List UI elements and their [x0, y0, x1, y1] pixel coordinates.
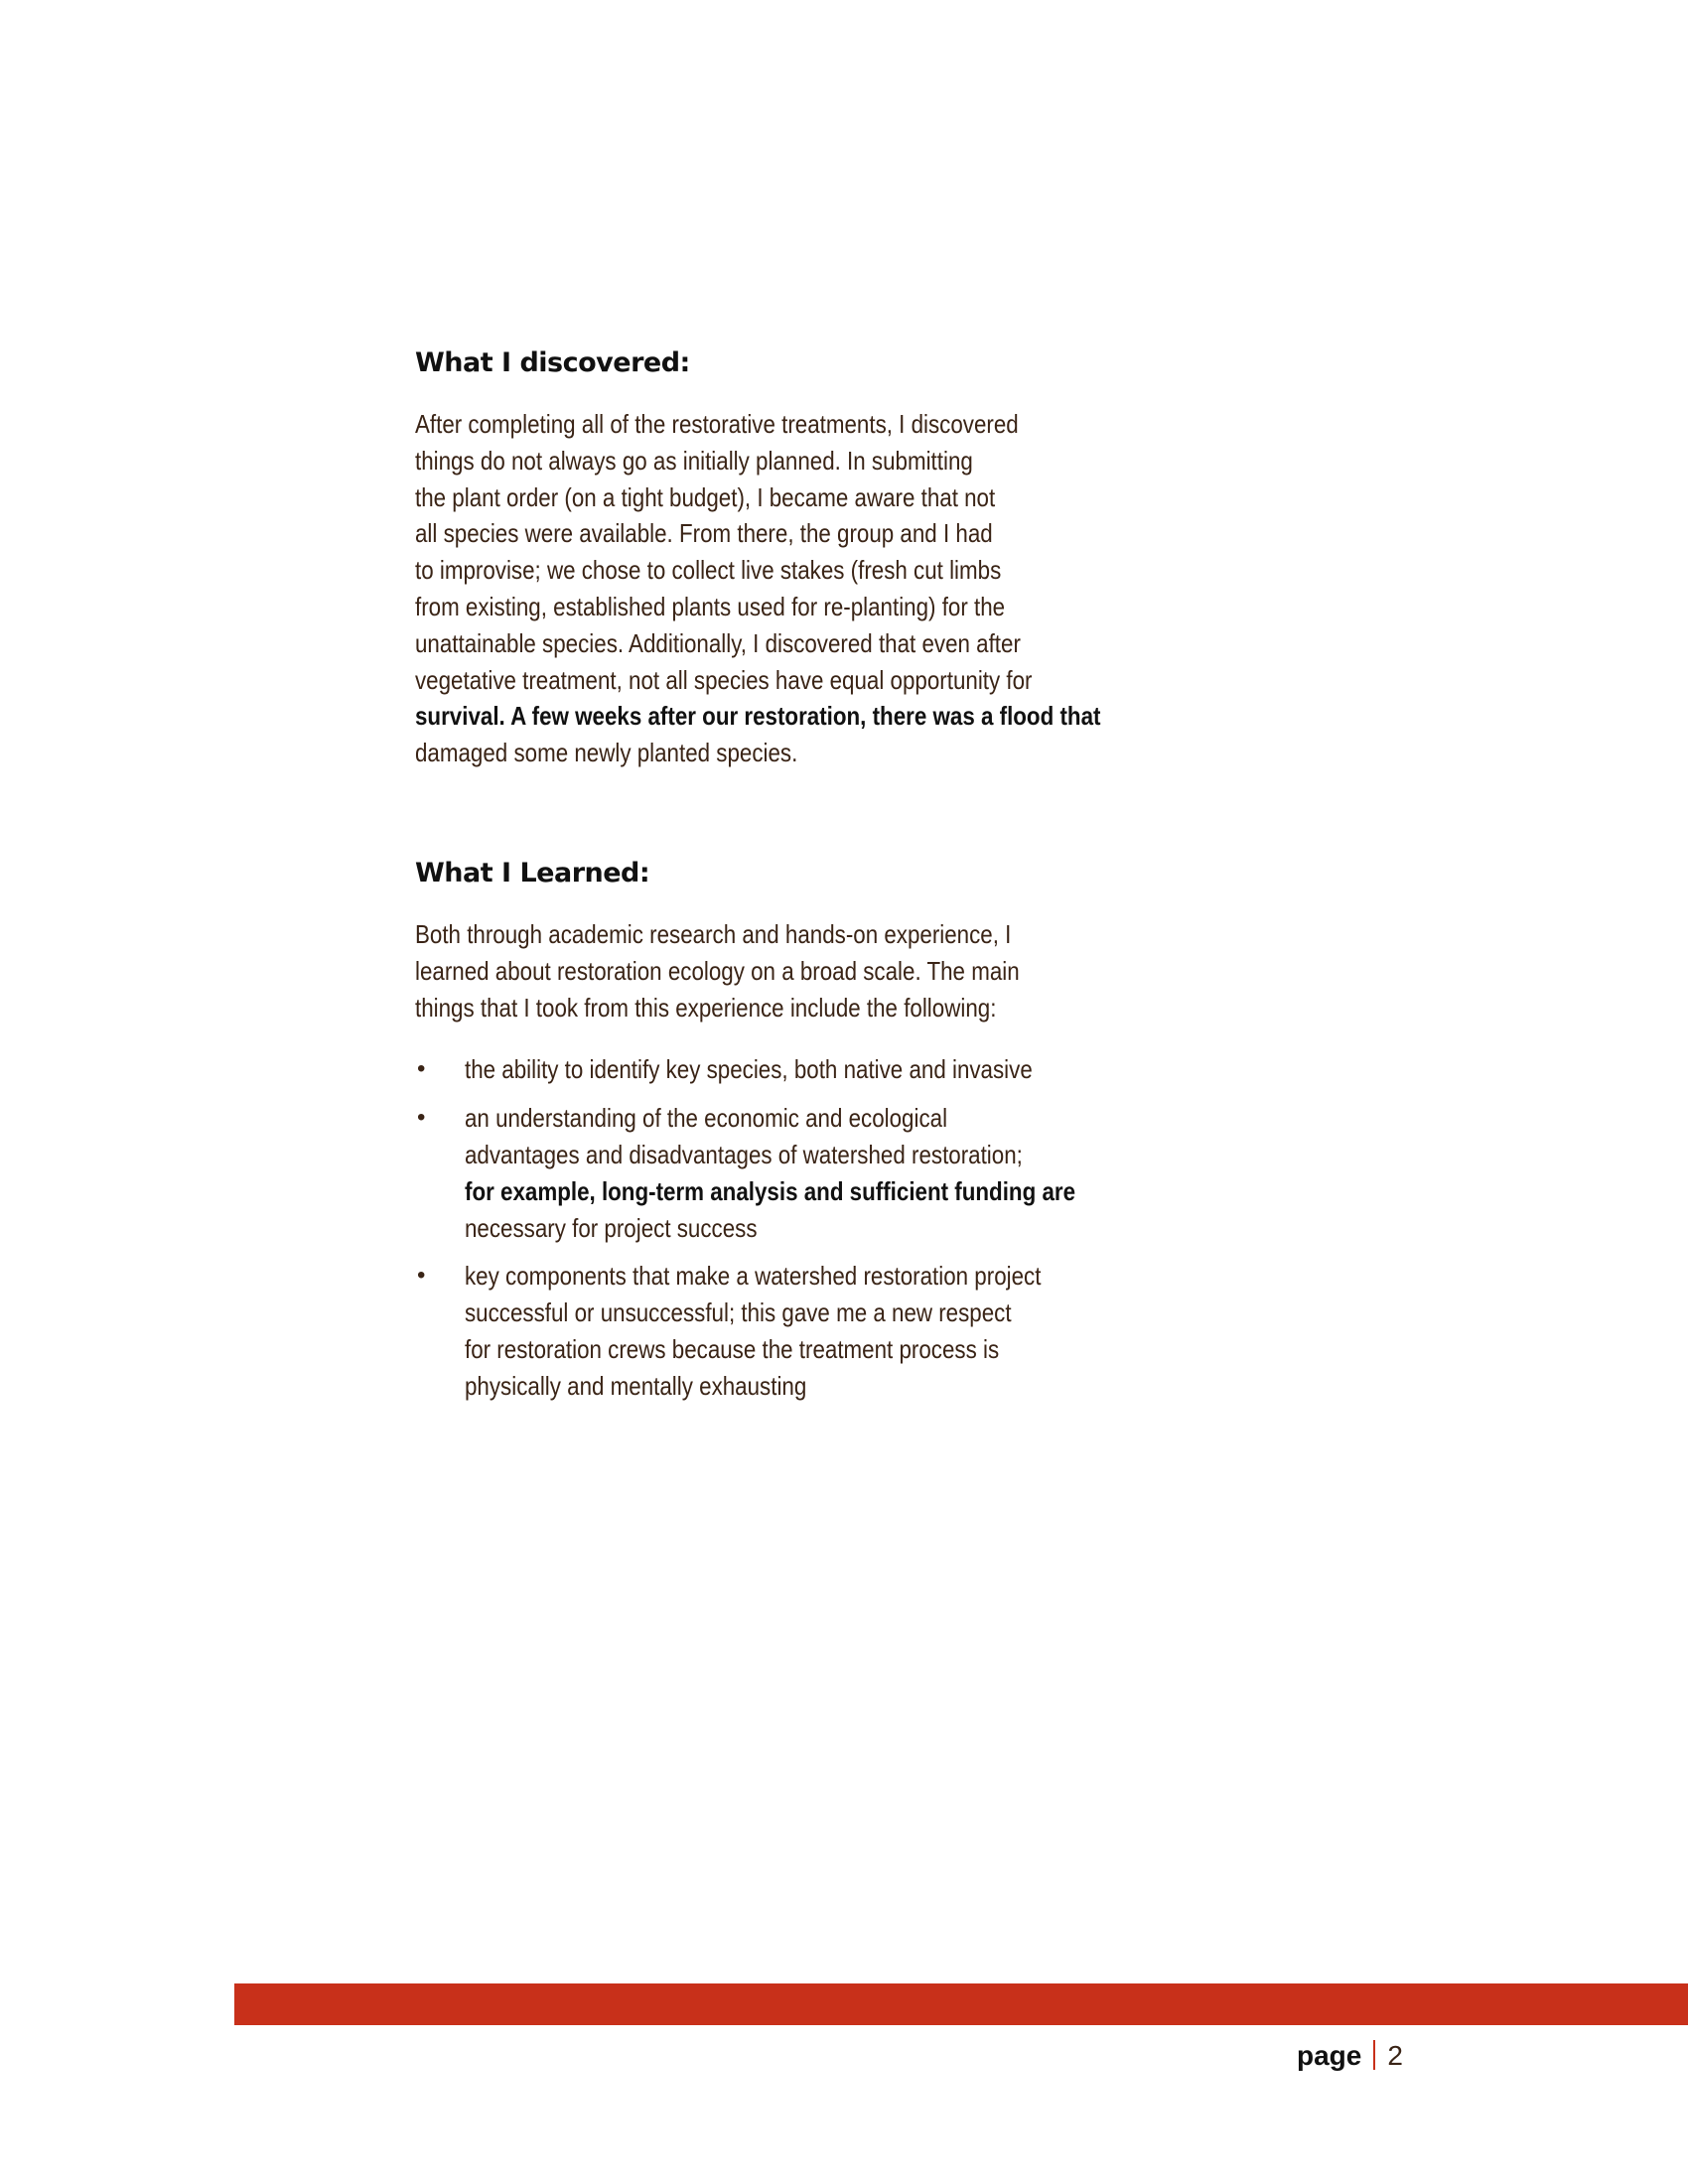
- bullet-line: successful or unsuccessful; this gave me a new respect: [465, 1297, 1012, 1328]
- page-number: 2: [1387, 2040, 1403, 2071]
- paragraph-line: vegetative treatment, not all species have equal opportunity for: [415, 664, 1033, 695]
- paragraph-learned-intro: [415, 916, 1089, 1025]
- bullet-line: the ability to identify key species, both native and invasive: [465, 1054, 1033, 1085]
- paragraph-line: from existing, established plants used for re-planting) for the: [415, 591, 1006, 621]
- heading-what-i-learned: What I Learned:: [415, 858, 650, 888]
- bullet-text: [465, 1100, 1096, 1246]
- paragraph-line: to improvise; we chose to collect live stakes (fresh cut limbs: [415, 555, 1002, 586]
- bullet-line: necessary for project success: [465, 1212, 758, 1243]
- paragraph-line: things do not always go as initially planned. In submitting: [415, 445, 973, 476]
- section-what-i-discovered: [415, 347, 1110, 771]
- bullet-text: [465, 1051, 1096, 1088]
- footer-divider: [1373, 2040, 1375, 2070]
- list-item: [415, 1051, 1110, 1088]
- page-footer: [1297, 2040, 1403, 2072]
- page-label: page: [1297, 2040, 1362, 2071]
- bullet-line: advantages and disadvantages of watershed restoration;: [465, 1139, 1023, 1169]
- bullet-line: physically and mentally exhausting: [465, 1370, 807, 1401]
- paragraph-line: survival. A few weeks after our restoration, there was a flood that: [415, 701, 1101, 732]
- learned-bullet-list: [415, 1051, 1110, 1404]
- bullet-text: [465, 1258, 1096, 1404]
- paragraph-line: the plant order (on a tight budget), I became aware that not: [415, 481, 996, 512]
- section-what-i-learned: [415, 858, 1110, 1417]
- heading-what-i-discovered: What I discovered:: [415, 347, 690, 378]
- list-item: [415, 1100, 1110, 1246]
- bullet-line: key components that make a watershed restoration project: [465, 1261, 1042, 1292]
- bullet-icon: •: [417, 1055, 426, 1083]
- paragraph-line: After completing all of the restorative treatments, I discovered: [415, 409, 1019, 439]
- bullet-line: an understanding of the economic and ecological: [465, 1103, 948, 1134]
- paragraph-line: things that I took from this experience include the following:: [415, 992, 997, 1023]
- bullet-icon: •: [417, 1104, 426, 1132]
- list-item: [415, 1258, 1110, 1404]
- paragraph-line: learned about restoration ecology on a broad scale. The main: [415, 955, 1020, 986]
- paragraph-discovered: [415, 406, 1101, 771]
- bullet-icon: •: [417, 1262, 426, 1290]
- footer-accent-bar: [234, 1983, 1688, 2025]
- bullet-line: for restoration crews because the treatment process is: [465, 1333, 1000, 1364]
- bullet-line: for example, long-term analysis and sufficient funding are: [465, 1175, 1076, 1206]
- paragraph-line: all species were available. From there, the group and I had: [415, 518, 993, 549]
- paragraph-line: damaged some newly planted species.: [415, 738, 798, 768]
- paragraph-line: unattainable species. Additionally, I discovered that even after: [415, 627, 1021, 658]
- paragraph-line: Both through academic research and hands-on experience, I: [415, 919, 1012, 949]
